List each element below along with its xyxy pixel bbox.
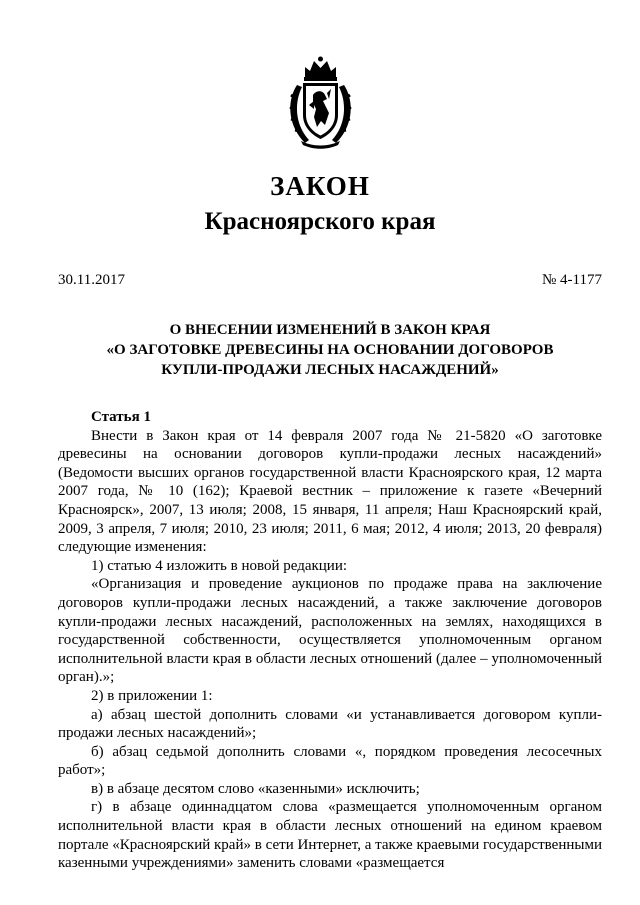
body-paragraph: 2) в приложении 1:	[91, 687, 213, 704]
law-subtitle: Красноярского края	[204, 208, 436, 235]
law-number: № 4-1177	[542, 272, 602, 288]
body-paragraph: б) абзац седьмой дополнить словами «, порядком проведения лесосечных работ»;	[58, 743, 602, 779]
law-date: 30.11.2017	[58, 272, 125, 288]
body-paragraph: Внести в Закон края от 14 февраля 2007 года № 21-5820 «О заготовке древесины на основании договоров купли-продажи лесных насаждений» (Ведомости высших органов государственной власти Красноярского края, 12 марта 2007 года, № 10 (162); Краевой вестник – приложение к газете «Вечерний Красноярск», 2007, 13 июля; 2008, 15 января, 11 апреля; Наш Красноярский край, 2009, 3 апреля, 7 июля; 2010, 23 июля; 2011, 6 мая; 2012, 4 июля; 2013, 20 февраля) следующие изменения:	[58, 427, 602, 556]
body-paragraph: а) абзац шестой дополнить словами «и устанавливается договором купли-продажи лесных насаждений»;	[58, 706, 602, 742]
article-title: Статья 1	[91, 409, 151, 425]
body-paragraph: «Организация и проведение аукционов по продаже права на заключение договоров купли-продажи лесных насаждений, а также заключение договоров купли-продажи лесных насаждений, расположенных на землях, находящихся в государственной собственности, осуществляется уполномоченным органом исполнительной власти края в области лесных отношений (далее – уполномоченный орган).»;	[58, 576, 602, 686]
body-paragraph: 1) статью 4 изложить в новой редакции:	[91, 557, 348, 574]
law-heading-line: «О ЗАГОТОВКЕ ДРЕВЕСИНЫ НА ОСНОВАНИИ ДОГОВОРОВ	[106, 342, 554, 358]
law-body	[58, 408, 602, 873]
body-paragraph: в) в абзаце десятом слово «казенными» исключить;	[91, 780, 420, 797]
krasnoyarsk-coat-of-arms-emblem	[283, 55, 358, 150]
body-paragraph: г) в абзаце одиннадцатом слова «размещается уполномоченным органом исполнительной власти края в области лесных отношений на едином краевом портале «Красноярский край» в сети Интернет, а также краевыми государственными казенными учреждениями» заменить словами «размещается	[58, 799, 602, 872]
law-heading-line: О ВНЕСЕНИИ ИЗМЕНЕНИЙ В ЗАКОН КРАЯ	[169, 322, 491, 338]
law-heading	[58, 320, 602, 380]
law-heading-line: КУПЛИ-ПРОДАЖИ ЛЕСНЫХ НАСАЖДЕНИЙ»	[161, 362, 499, 378]
law-title: ЗАКОН	[270, 171, 370, 201]
